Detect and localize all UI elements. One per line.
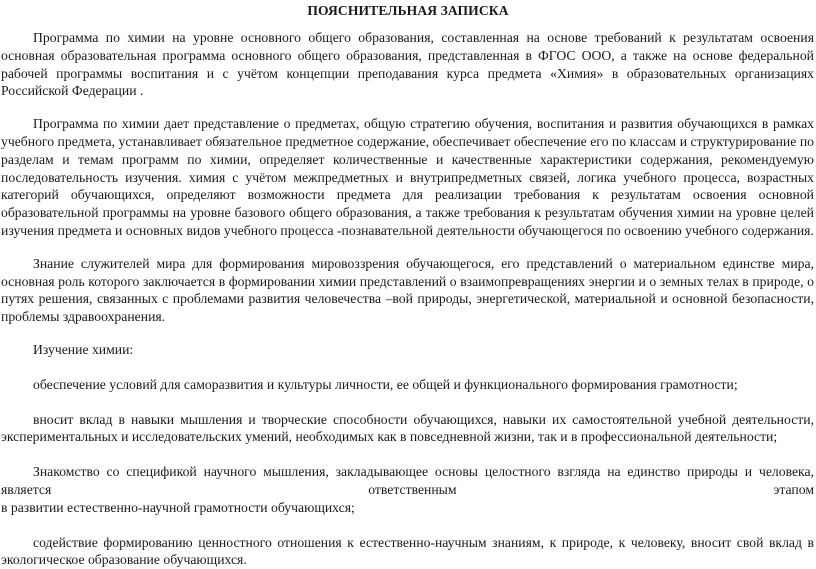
paragraph-program-overview: Программа по химии дает представление о предметах, общую стратегию обучения, воспитания и развития обучающихся в рамках учебного предмета, устанавливает обязательное предметное содержание, обеспечивает обеспечение его по классам и структурирование по разделам и темам программ по химии, определяет количественные и качественные характеристики содержания, рекомендуемую последовательность изучения. химия с учётом межпредметных и внутрипредметных связей, логика учебного процесса, возрастных категорий обучающихся, определяют возможности предмета для реализации требования к результатам освоения основной образовательной программы на уровне базового общего образования, а также требования к результатам обучения химии на уровне целей изучения предмета и основных видов учебного процесса -познавательной деятельности обучающегося по освоению учебного содержания. xyxy=(1,116,814,238)
paragraph-value-attitude: содействие формированию ценностного отношения к естественно-научным знаниям, к природе, к человеку, вносит свой вклад в экологическое образование обучающихся. xyxy=(1,534,814,568)
paragraph-study-heading: Изучение химии: xyxy=(33,341,134,357)
paragraph-program-basis: Программа по химии на уровне основного общего образования, составленная на основе требований к результатам освоения основная образовательная программа основного общего образования, представленная в ФГОС ООО, а также на основе федеральной рабочей программы воспитания и с учётом концепции преподавания курса предмета «Химия» в образовательных организациях Российской Федерации . xyxy=(1,30,814,99)
paragraph-scientific-thinking: Знакомство со спецификой научного мышления, закладывающее основы целостного взгляда на единство природы и человека, xyxy=(33,464,814,480)
paragraph-scientific-thinking-continuation xyxy=(0,481,816,499)
paragraph-knowledge-worldview: Знание служителей мира для формирования мировоззрения обучающегося, его представлений о материальном единстве мира, основная роль которого заключается в формировании химии представлений о взаимопревращениях энергии и о земных телах в природе, о путях решения, связанных с проблемами развития человечества –вой природы, энергетической, материальной и основной безопасности, проблемы здравоохранения. xyxy=(1,255,814,325)
word-responsible: ответственным xyxy=(368,481,457,497)
paragraph-self-development: обеспечение условий для саморазвития и культуры личности, ее общей и функционального формирования грамотности; xyxy=(33,376,738,392)
paragraph-scientific-literacy: в развитии естественно-научной грамотности обучающихся; xyxy=(1,499,355,515)
paragraph-thinking-skills: вносит вклад в навыки мышления и творческие способности обучающихся, навыки их самостоятельной учебной деятельности, экспериментальных и исследовательских умений, необходимых как в повседневной жизни, так и в профессиональной деятельности; xyxy=(1,411,814,445)
word-is: является xyxy=(1,481,52,497)
document-title: ПОЯСНИТЕЛЬНАЯ ЗАПИСКА xyxy=(307,3,509,18)
word-stage: этапом xyxy=(773,481,814,497)
